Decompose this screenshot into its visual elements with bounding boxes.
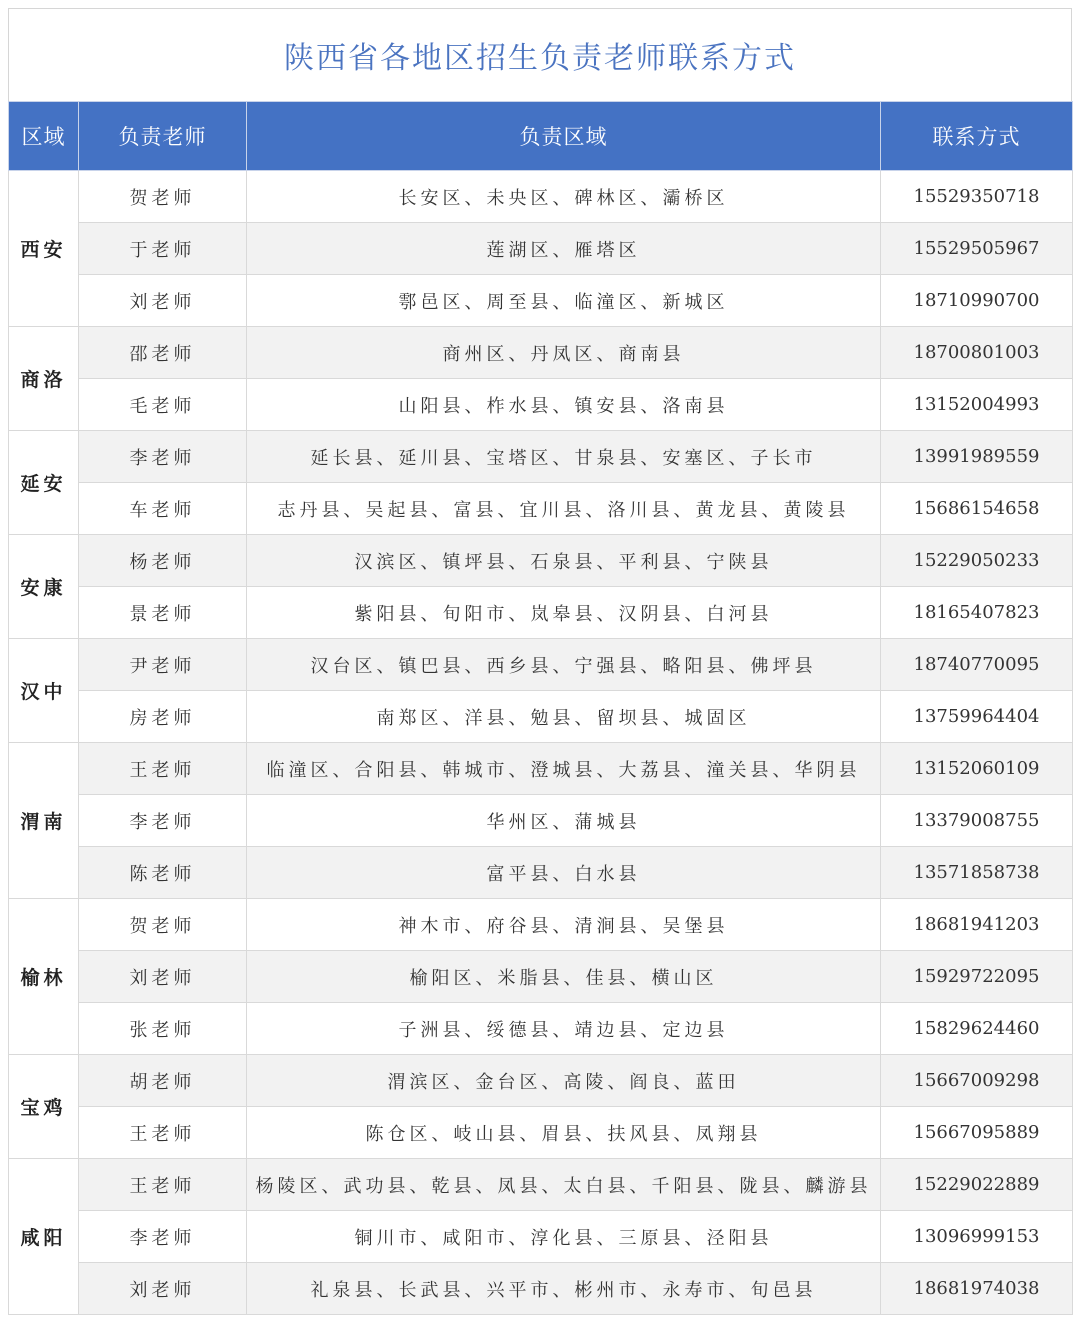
region-cell: 西安 (9, 171, 79, 327)
table-row (9, 587, 1073, 639)
table-row (9, 431, 1073, 483)
area-cell: 神木市、府谷县、清涧县、吴堡县 (247, 899, 881, 951)
teacher-cell: 房老师 (79, 691, 247, 743)
phone-cell: 13152004993 (881, 379, 1073, 431)
teacher-cell: 王老师 (79, 1107, 247, 1159)
phone-cell: 15667095889 (881, 1107, 1073, 1159)
phone-cell: 15529505967 (881, 223, 1073, 275)
table-row (9, 379, 1073, 431)
area-cell: 华州区、蒲城县 (247, 795, 881, 847)
header-contact: 联系方式 (881, 102, 1073, 171)
contact-table-container (8, 8, 1072, 1315)
region-cell: 延安 (9, 431, 79, 535)
teacher-cell: 尹老师 (79, 639, 247, 691)
region-cell: 榆林 (9, 899, 79, 1055)
area-cell: 延长县、延川县、宝塔区、甘泉县、安塞区、子长市 (247, 431, 881, 483)
phone-cell: 15667009298 (881, 1055, 1073, 1107)
phone-cell: 15529350718 (881, 171, 1073, 223)
table-row (9, 171, 1073, 223)
phone-cell: 18165407823 (881, 587, 1073, 639)
phone-cell: 18700801003 (881, 327, 1073, 379)
phone-cell: 13096999153 (881, 1211, 1073, 1263)
title-box (8, 8, 1072, 101)
teacher-cell: 王老师 (79, 1159, 247, 1211)
table-row (9, 1055, 1073, 1107)
area-cell: 志丹县、吴起县、富县、宜川县、洛川县、黄龙县、黄陵县 (247, 483, 881, 535)
area-cell: 礼泉县、长武县、兴平市、彬州市、永寿市、旬邑县 (247, 1263, 881, 1315)
area-cell: 陈仓区、岐山县、眉县、扶风县、凤翔县 (247, 1107, 881, 1159)
region-cell: 汉中 (9, 639, 79, 743)
teacher-cell: 陈老师 (79, 847, 247, 899)
phone-cell: 18740770095 (881, 639, 1073, 691)
teacher-cell: 刘老师 (79, 951, 247, 1003)
phone-cell: 13379008755 (881, 795, 1073, 847)
area-cell: 榆阳区、米脂县、佳县、横山区 (247, 951, 881, 1003)
region-cell: 安康 (9, 535, 79, 639)
region-cell: 渭南 (9, 743, 79, 899)
area-cell: 渭滨区、金台区、高陵、阎良、蓝田 (247, 1055, 881, 1107)
teacher-cell: 王老师 (79, 743, 247, 795)
header-area: 负责区域 (247, 102, 881, 171)
table-row (9, 1263, 1073, 1315)
phone-cell: 18681941203 (881, 899, 1073, 951)
phone-cell: 15929722095 (881, 951, 1073, 1003)
region-cell: 咸阳 (9, 1159, 79, 1315)
area-cell: 铜川市、咸阳市、淳化县、三原县、泾阳县 (247, 1211, 881, 1263)
header-teacher: 负责老师 (79, 102, 247, 171)
teacher-cell: 景老师 (79, 587, 247, 639)
teacher-cell: 邵老师 (79, 327, 247, 379)
table-row (9, 1159, 1073, 1211)
table-row (9, 639, 1073, 691)
phone-cell: 13571858738 (881, 847, 1073, 899)
area-cell: 南郑区、洋县、勉县、留坝县、城固区 (247, 691, 881, 743)
teacher-cell: 胡老师 (79, 1055, 247, 1107)
table-row (9, 951, 1073, 1003)
area-cell: 长安区、未央区、碑林区、灞桥区 (247, 171, 881, 223)
phone-cell: 18710990700 (881, 275, 1073, 327)
teacher-cell: 李老师 (79, 795, 247, 847)
teacher-cell: 贺老师 (79, 171, 247, 223)
teacher-cell: 贺老师 (79, 899, 247, 951)
area-cell: 临潼区、合阳县、韩城市、澄城县、大荔县、潼关县、华阴县 (247, 743, 881, 795)
area-cell: 富平县、白水县 (247, 847, 881, 899)
table-header-row (9, 102, 1073, 171)
table-row (9, 847, 1073, 899)
table-row (9, 275, 1073, 327)
area-cell: 紫阳县、旬阳市、岚皋县、汉阴县、白河县 (247, 587, 881, 639)
table-row (9, 1003, 1073, 1055)
phone-cell: 15229050233 (881, 535, 1073, 587)
phone-cell: 13759964404 (881, 691, 1073, 743)
region-cell: 商洛 (9, 327, 79, 431)
table-row (9, 483, 1073, 535)
area-cell: 鄠邑区、周至县、临潼区、新城区 (247, 275, 881, 327)
table-row (9, 223, 1073, 275)
phone-cell: 15829624460 (881, 1003, 1073, 1055)
table-row (9, 899, 1073, 951)
contact-table (8, 101, 1073, 1315)
header-region: 区域 (9, 102, 79, 171)
table-row (9, 327, 1073, 379)
area-cell: 莲湖区、雁塔区 (247, 223, 881, 275)
area-cell: 山阳县、柞水县、镇安县、洛南县 (247, 379, 881, 431)
page-title: 陕西省各地区招生负责老师联系方式 (284, 41, 796, 76)
phone-cell: 13991989559 (881, 431, 1073, 483)
area-cell: 商州区、丹凤区、商南县 (247, 327, 881, 379)
teacher-cell: 张老师 (79, 1003, 247, 1055)
table-row (9, 795, 1073, 847)
table-row (9, 1211, 1073, 1263)
table-body (9, 171, 1073, 1315)
teacher-cell: 刘老师 (79, 1263, 247, 1315)
teacher-cell: 李老师 (79, 431, 247, 483)
phone-cell: 18681974038 (881, 1263, 1073, 1315)
teacher-cell: 于老师 (79, 223, 247, 275)
phone-cell: 15229022889 (881, 1159, 1073, 1211)
table-row (9, 691, 1073, 743)
area-cell: 子洲县、绥德县、靖边县、定边县 (247, 1003, 881, 1055)
teacher-cell: 杨老师 (79, 535, 247, 587)
area-cell: 杨陵区、武功县、乾县、凤县、太白县、千阳县、陇县、麟游县 (247, 1159, 881, 1211)
area-cell: 汉滨区、镇坪县、石泉县、平利县、宁陕县 (247, 535, 881, 587)
teacher-cell: 李老师 (79, 1211, 247, 1263)
teacher-cell: 车老师 (79, 483, 247, 535)
region-cell: 宝鸡 (9, 1055, 79, 1159)
area-cell: 汉台区、镇巴县、西乡县、宁强县、略阳县、佛坪县 (247, 639, 881, 691)
teacher-cell: 刘老师 (79, 275, 247, 327)
table-row (9, 1107, 1073, 1159)
teacher-cell: 毛老师 (79, 379, 247, 431)
table-row (9, 743, 1073, 795)
phone-cell: 15686154658 (881, 483, 1073, 535)
table-row (9, 535, 1073, 587)
phone-cell: 13152060109 (881, 743, 1073, 795)
